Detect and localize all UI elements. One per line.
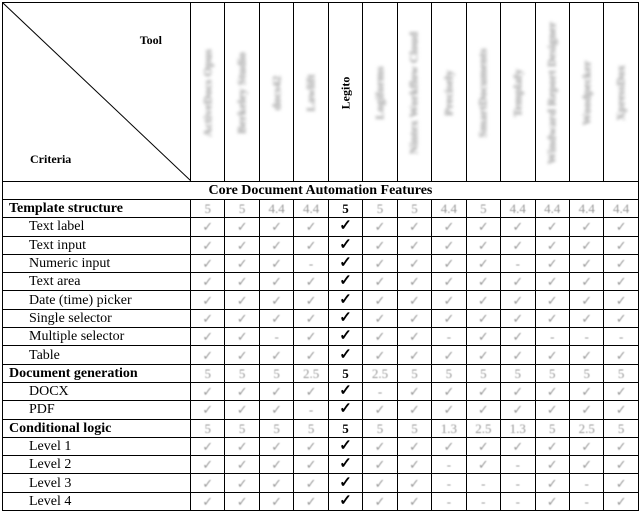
- tool-header-2: [225, 3, 259, 182]
- value-cell: ✓: [604, 273, 638, 291]
- value-cell: 5: [397, 419, 431, 437]
- criterion-label: Level 2: [3, 456, 191, 474]
- value-cell: ✓: [363, 474, 397, 492]
- tool-name: Nintex Workflow Cloud: [406, 31, 421, 155]
- value-cell: -: [569, 492, 603, 510]
- value-cell: ✓: [604, 456, 638, 474]
- tool-header-4: [294, 3, 328, 182]
- value-cell: ✓: [259, 254, 293, 272]
- value-cell: ✓: [569, 309, 603, 327]
- table-row: [3, 273, 639, 291]
- value-cell: 5: [466, 200, 500, 218]
- value-cell: -: [466, 474, 500, 492]
- criterion-label: Text label: [3, 218, 191, 236]
- value-cell: ✓: [432, 218, 466, 236]
- value-cell: -: [501, 474, 535, 492]
- value-cell: ✓: [501, 309, 535, 327]
- tool-name: Legito: [338, 76, 353, 110]
- value-cell: -: [432, 328, 466, 346]
- value-cell: ✓: [501, 328, 535, 346]
- tool-header-3: [259, 3, 293, 182]
- value-cell: ✓: [569, 346, 603, 364]
- value-cell: ✓: [191, 309, 225, 327]
- value-cell: 5: [535, 364, 569, 382]
- category-row: [3, 200, 639, 218]
- value-cell: ✓: [363, 328, 397, 346]
- value-cell: ✓: [294, 456, 328, 474]
- criterion-label: Text input: [3, 236, 191, 254]
- value-cell: ✓: [225, 328, 259, 346]
- value-cell: ✓: [191, 328, 225, 346]
- value-cell: -: [363, 382, 397, 400]
- tool-name: Precisely: [441, 70, 456, 116]
- value-cell: ✓: [397, 291, 431, 309]
- table-row: [3, 236, 639, 254]
- value-cell: ✓: [569, 437, 603, 455]
- value-cell: ✓: [501, 346, 535, 364]
- value-cell: 5: [191, 419, 225, 437]
- value-cell: 5: [604, 419, 638, 437]
- value-cell: ✓: [432, 273, 466, 291]
- value-cell: ✓: [501, 273, 535, 291]
- criterion-label: Document generation: [3, 364, 191, 382]
- value-cell: ✓: [191, 254, 225, 272]
- value-cell: ✓: [328, 474, 362, 492]
- value-cell: 5: [363, 200, 397, 218]
- value-cell: ✓: [466, 236, 500, 254]
- value-cell: ✓: [363, 218, 397, 236]
- table-row: [3, 382, 639, 400]
- value-cell: ✓: [466, 456, 500, 474]
- value-cell: 5: [259, 364, 293, 382]
- value-cell: ✓: [432, 309, 466, 327]
- value-cell: ✓: [225, 273, 259, 291]
- value-cell: -: [259, 328, 293, 346]
- value-cell: ✓: [397, 456, 431, 474]
- tool-header-7: [397, 3, 431, 182]
- value-cell: ✓: [259, 474, 293, 492]
- value-cell: ✓: [397, 437, 431, 455]
- table-row: [3, 492, 639, 510]
- value-cell: 5: [466, 364, 500, 382]
- value-cell: ✓: [466, 309, 500, 327]
- value-cell: -: [569, 328, 603, 346]
- value-cell: ✓: [363, 273, 397, 291]
- criterion-label: Level 3: [3, 474, 191, 492]
- table-row: [3, 346, 639, 364]
- value-cell: ✓: [535, 346, 569, 364]
- value-cell: 2.5: [363, 364, 397, 382]
- value-cell: ✓: [432, 437, 466, 455]
- section-header-row: [3, 182, 639, 200]
- tool-name: ActiveDocs Opus: [200, 49, 215, 137]
- value-cell: ✓: [501, 218, 535, 236]
- value-cell: ✓: [294, 309, 328, 327]
- value-cell: ✓: [432, 254, 466, 272]
- value-cell: ✓: [259, 492, 293, 510]
- value-cell: 5: [397, 200, 431, 218]
- value-cell: 5: [501, 364, 535, 382]
- value-cell: -: [432, 456, 466, 474]
- value-cell: 5: [328, 200, 362, 218]
- value-cell: -: [569, 474, 603, 492]
- value-cell: ✓: [294, 492, 328, 510]
- value-cell: ✓: [363, 291, 397, 309]
- value-cell: ✓: [328, 492, 362, 510]
- feature-comparison-table: [2, 2, 639, 511]
- value-cell: 1.3: [501, 419, 535, 437]
- table-row: [3, 456, 639, 474]
- value-cell: 5: [328, 419, 362, 437]
- value-cell: ✓: [569, 382, 603, 400]
- value-cell: ✓: [432, 382, 466, 400]
- value-cell: ✓: [225, 456, 259, 474]
- value-cell: ✓: [294, 328, 328, 346]
- value-cell: 5: [569, 364, 603, 382]
- criterion-label: DOCX: [3, 382, 191, 400]
- value-cell: ✓: [363, 456, 397, 474]
- criterion-label: Multiple selector: [3, 328, 191, 346]
- value-cell: ✓: [604, 492, 638, 510]
- value-cell: ✓: [535, 218, 569, 236]
- value-cell: ✓: [225, 492, 259, 510]
- tool-header-5: [328, 3, 362, 182]
- value-cell: ✓: [191, 456, 225, 474]
- value-cell: ✓: [604, 291, 638, 309]
- table-row: [3, 474, 639, 492]
- value-cell: ✓: [535, 254, 569, 272]
- value-cell: ✓: [191, 236, 225, 254]
- value-cell: ✓: [604, 346, 638, 364]
- tool-header-13: [604, 3, 638, 182]
- tool-name: Windward Report Designer: [544, 21, 559, 165]
- value-cell: ✓: [501, 401, 535, 419]
- value-cell: ✓: [397, 474, 431, 492]
- value-cell: ✓: [569, 218, 603, 236]
- value-cell: 5: [191, 200, 225, 218]
- value-cell: ✓: [191, 474, 225, 492]
- value-cell: 5: [259, 419, 293, 437]
- value-cell: ✓: [294, 382, 328, 400]
- tool-header-11: [535, 3, 569, 182]
- value-cell: ✓: [535, 273, 569, 291]
- criterion-label: Conditional logic: [3, 419, 191, 437]
- value-cell: ✓: [535, 401, 569, 419]
- value-cell: ✓: [259, 218, 293, 236]
- tool-header-9: [466, 3, 500, 182]
- value-cell: ✓: [535, 236, 569, 254]
- value-cell: ✓: [191, 492, 225, 510]
- value-cell: ✓: [501, 437, 535, 455]
- value-cell: ✓: [466, 273, 500, 291]
- criteria-axis-label: Criteria: [30, 152, 72, 166]
- value-cell: ✓: [466, 382, 500, 400]
- value-cell: ✓: [535, 437, 569, 455]
- value-cell: ✓: [225, 254, 259, 272]
- table-row: [3, 254, 639, 272]
- value-cell: ✓: [397, 273, 431, 291]
- value-cell: ✓: [363, 401, 397, 419]
- value-cell: ✓: [501, 382, 535, 400]
- table-row: [3, 291, 639, 309]
- value-cell: 5: [432, 364, 466, 382]
- value-cell: ✓: [397, 309, 431, 327]
- section-title: Core Document Automation Features: [3, 182, 639, 200]
- value-cell: 2.5: [569, 419, 603, 437]
- value-cell: -: [501, 456, 535, 474]
- value-cell: ✓: [363, 309, 397, 327]
- value-cell: ✓: [397, 328, 431, 346]
- value-cell: ✓: [328, 309, 362, 327]
- value-cell: ✓: [225, 236, 259, 254]
- value-cell: -: [294, 254, 328, 272]
- value-cell: ✓: [259, 273, 293, 291]
- value-cell: ✓: [259, 437, 293, 455]
- value-cell: 2.5: [294, 364, 328, 382]
- value-cell: ✓: [191, 382, 225, 400]
- value-cell: ✓: [363, 437, 397, 455]
- value-cell: ✓: [535, 291, 569, 309]
- value-cell: ✓: [259, 236, 293, 254]
- value-cell: ✓: [569, 273, 603, 291]
- value-cell: ✓: [328, 273, 362, 291]
- value-cell: ✓: [466, 291, 500, 309]
- value-cell: ✓: [225, 291, 259, 309]
- criterion-label: Date (time) picker: [3, 291, 191, 309]
- tool-header-6: [363, 3, 397, 182]
- value-cell: ✓: [604, 254, 638, 272]
- value-cell: ✓: [259, 382, 293, 400]
- value-cell: -: [432, 474, 466, 492]
- value-cell: -: [604, 328, 638, 346]
- value-cell: ✓: [397, 401, 431, 419]
- value-cell: ✓: [535, 382, 569, 400]
- value-cell: ✓: [259, 309, 293, 327]
- value-cell: ✓: [569, 291, 603, 309]
- criterion-label: Text area: [3, 273, 191, 291]
- value-cell: ✓: [328, 382, 362, 400]
- value-cell: ✓: [535, 492, 569, 510]
- value-cell: ✓: [397, 492, 431, 510]
- value-cell: 4.4: [535, 200, 569, 218]
- value-cell: ✓: [294, 474, 328, 492]
- value-cell: 5: [225, 200, 259, 218]
- value-cell: 4.4: [501, 200, 535, 218]
- tool-name: Woodpecker: [579, 60, 594, 126]
- value-cell: 5: [225, 364, 259, 382]
- value-cell: -: [501, 492, 535, 510]
- value-cell: 4.4: [604, 200, 638, 218]
- value-cell: ✓: [363, 254, 397, 272]
- value-cell: ✓: [604, 309, 638, 327]
- value-cell: ✓: [535, 309, 569, 327]
- value-cell: ✓: [191, 218, 225, 236]
- value-cell: ✓: [191, 401, 225, 419]
- comparison-table-container: [2, 2, 638, 519]
- value-cell: 5: [604, 364, 638, 382]
- value-cell: ✓: [604, 236, 638, 254]
- tool-axis-label: Tool: [139, 33, 162, 47]
- value-cell: 4.4: [294, 200, 328, 218]
- value-cell: ✓: [466, 328, 500, 346]
- value-cell: ✓: [363, 236, 397, 254]
- value-cell: ✓: [604, 218, 638, 236]
- header-row: [3, 3, 639, 182]
- value-cell: ✓: [432, 236, 466, 254]
- value-cell: ✓: [328, 236, 362, 254]
- value-cell: ✓: [191, 291, 225, 309]
- value-cell: 5: [535, 419, 569, 437]
- category-row: [3, 419, 639, 437]
- value-cell: ✓: [294, 273, 328, 291]
- value-cell: ✓: [466, 401, 500, 419]
- value-cell: ✓: [466, 437, 500, 455]
- tool-header-8: [432, 3, 466, 182]
- value-cell: ✓: [328, 291, 362, 309]
- criterion-label: Table: [3, 346, 191, 364]
- value-cell: 5: [294, 419, 328, 437]
- table-row: [3, 401, 639, 419]
- value-cell: ✓: [501, 236, 535, 254]
- value-cell: ✓: [397, 254, 431, 272]
- value-cell: 5: [191, 364, 225, 382]
- value-cell: ✓: [294, 346, 328, 364]
- table-row: [3, 437, 639, 455]
- value-cell: 2.5: [466, 419, 500, 437]
- value-cell: ✓: [225, 218, 259, 236]
- value-cell: ✓: [432, 346, 466, 364]
- table-row: [3, 218, 639, 236]
- value-cell: ✓: [328, 328, 362, 346]
- value-cell: ✓: [225, 474, 259, 492]
- value-cell: ✓: [569, 456, 603, 474]
- value-cell: ✓: [328, 218, 362, 236]
- value-cell: ✓: [604, 401, 638, 419]
- tool-header-1: [191, 3, 225, 182]
- value-cell: -: [294, 401, 328, 419]
- value-cell: ✓: [259, 346, 293, 364]
- value-cell: ✓: [328, 437, 362, 455]
- tool-name: docs42: [269, 75, 284, 111]
- value-cell: ✓: [225, 382, 259, 400]
- criterion-label: PDF: [3, 401, 191, 419]
- value-cell: ✓: [397, 382, 431, 400]
- tool-name: Berkeley Studio: [234, 52, 249, 134]
- value-cell: ✓: [569, 254, 603, 272]
- value-cell: ✓: [466, 254, 500, 272]
- value-cell: 4.4: [569, 200, 603, 218]
- tool-name: Templafy: [510, 68, 525, 118]
- criterion-label: Single selector: [3, 309, 191, 327]
- table-row: [3, 309, 639, 327]
- value-cell: ✓: [397, 218, 431, 236]
- tool-name: XpressDox: [613, 65, 628, 121]
- value-cell: ✓: [294, 437, 328, 455]
- category-row: [3, 364, 639, 382]
- value-cell: 5: [225, 419, 259, 437]
- value-cell: ✓: [191, 273, 225, 291]
- value-cell: -: [535, 328, 569, 346]
- value-cell: ✓: [466, 218, 500, 236]
- tool-header-10: [501, 3, 535, 182]
- tool-name: Lawlift: [303, 74, 318, 112]
- value-cell: ✓: [397, 236, 431, 254]
- value-cell: -: [432, 492, 466, 510]
- value-cell: 5: [328, 364, 362, 382]
- tool-name: SmartDocuments: [475, 48, 490, 138]
- value-cell: ✓: [259, 456, 293, 474]
- value-cell: ✓: [466, 346, 500, 364]
- value-cell: ✓: [569, 236, 603, 254]
- value-cell: ✓: [328, 401, 362, 419]
- tool-header-12: [569, 3, 603, 182]
- value-cell: ✓: [328, 456, 362, 474]
- value-cell: ✓: [363, 492, 397, 510]
- value-cell: ✓: [604, 437, 638, 455]
- value-cell: ✓: [569, 401, 603, 419]
- value-cell: ✓: [328, 254, 362, 272]
- table-row: [3, 328, 639, 346]
- value-cell: -: [501, 254, 535, 272]
- value-cell: ✓: [397, 346, 431, 364]
- value-cell: ✓: [259, 291, 293, 309]
- value-cell: ✓: [225, 309, 259, 327]
- value-cell: ✓: [225, 437, 259, 455]
- value-cell: ✓: [328, 346, 362, 364]
- value-cell: ✓: [294, 291, 328, 309]
- criterion-label: Numeric input: [3, 254, 191, 272]
- value-cell: ✓: [225, 401, 259, 419]
- value-cell: 1.3: [432, 419, 466, 437]
- criterion-label: Level 4: [3, 492, 191, 510]
- value-cell: ✓: [363, 346, 397, 364]
- tool-name: Logiforms: [372, 66, 387, 120]
- value-cell: ✓: [604, 382, 638, 400]
- value-cell: ✓: [501, 291, 535, 309]
- value-cell: ✓: [432, 401, 466, 419]
- value-cell: ✓: [225, 346, 259, 364]
- diagonal-header-cell: [3, 3, 191, 182]
- value-cell: ✓: [294, 236, 328, 254]
- value-cell: 5: [397, 364, 431, 382]
- value-cell: 4.4: [432, 200, 466, 218]
- value-cell: ✓: [294, 218, 328, 236]
- value-cell: ✓: [535, 456, 569, 474]
- value-cell: 5: [363, 419, 397, 437]
- value-cell: ✓: [259, 401, 293, 419]
- value-cell: -: [466, 492, 500, 510]
- value-cell: ✓: [191, 437, 225, 455]
- value-cell: ✓: [191, 346, 225, 364]
- criterion-label: Template structure: [3, 200, 191, 218]
- value-cell: ✓: [604, 474, 638, 492]
- value-cell: ✓: [535, 474, 569, 492]
- criterion-label: Level 1: [3, 437, 191, 455]
- value-cell: ✓: [432, 291, 466, 309]
- value-cell: 4.4: [259, 200, 293, 218]
